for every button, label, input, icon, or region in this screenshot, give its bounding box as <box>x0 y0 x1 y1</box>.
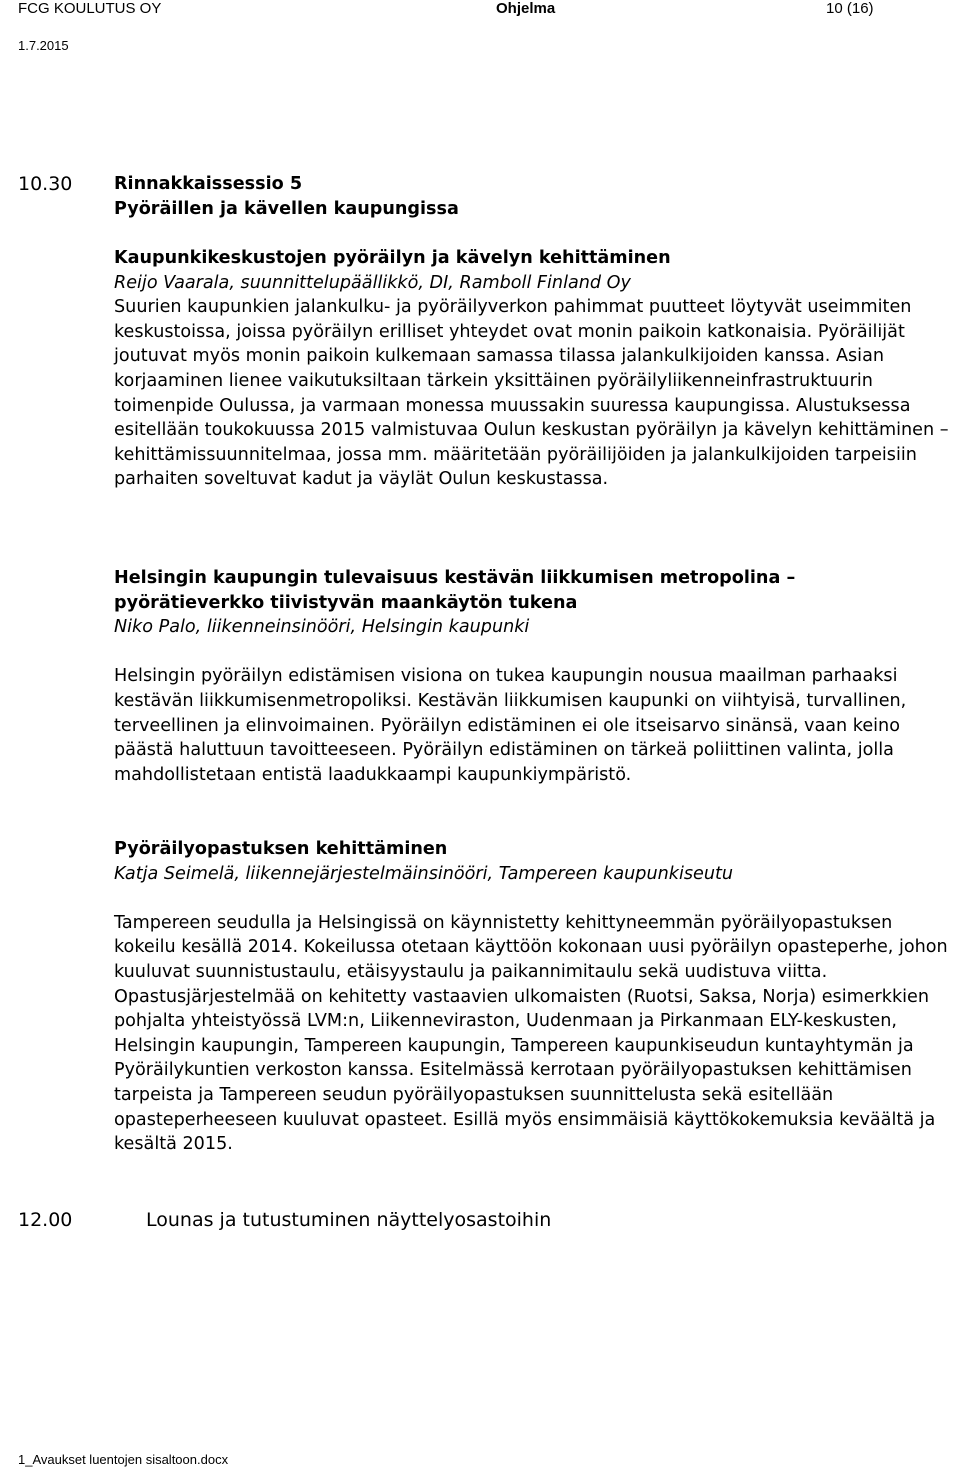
talk-speaker: Reijo Vaarala, suunnittelupäällikkö, DI, Ramboll Finland Oy <box>114 272 631 293</box>
talk-abstract: Suurien kaupunkien jalankulku- ja pyöräilyverkon pahimmat puutteet löytyvät useimmiten keskustoissa, joissa pyöräilyn erilliset yhteydet ovat monin paikoin katkonaisia. Pyöräilijät joutuvat myös monin paikoin kulkemaan samassa tilassa jalankulkijoiden kanssa. Asian korjaaminen lienee vaikutuksiltaan tärkein yksittäinen pyöräilyliikenneinfrastruktuurin toimenpide Oulussa, ja varmaan monessa muussakin suuressa kaupungissa. Alustuksessa esitellään toukokuussa 2015 valmistuvaa Oulun keskustan pyöräilyn ja kävelyn kehittäminen – kehittämissuunnitelmaa, jossa mm. määritetään pyöräilijöiden ja jalankulkijoiden tarpeisiin parhaiten soveltuvat kadut ja väylät Oulun keskustassa. <box>114 297 949 490</box>
header-organization: FCG KOULUTUS OY <box>18 0 162 17</box>
session-time: 10.30 <box>18 173 73 195</box>
lunch-title: Lounas ja tutustuminen näyttelyosastoihin <box>146 1209 552 1231</box>
talk-abstract: Tampereen seudulla ja Helsingissä on käynnistetty kehittyneemmän pyöräilyopastuksen kokeilu kesällä 2014. Kokeilussa otetaan käyttöön kokonaan uusi pyöräilyn opasteperhe, johon kuuluvat suunnistustaulu, etäisyystaulu ja paikannimitaulu sekä uudistuva viitta. Opastusjärjestelmää on kehitetty vastaavien ulkomaisten (Ruotsi, Saksa, Norja) esimerkkien pohjalta yhteistyössä LVM:n, Liikenneviraston, Uudenmaan ja Pirkanmaan ELY-keskusten, Helsingin kaupungin, Tampereen kaupungin, Tampereen kaupunkiseudun kuntayhtymän ja Pyöräilykuntien verkoston kanssa. Esitelmässä kerrotaan pyöräilyopastuksen kehittämisen tarpeista ja Tampereen seudun pyöräilyopastuksen suunnittelusta sekä esitellään opasteperheeseen kuuluvat opasteet. Esillä myös ensimmäisiä käyttökokemuksia keväältä ja kesältä 2015. <box>114 912 948 1155</box>
lunch-time: 12.00 <box>18 1209 73 1231</box>
header-page-number: 10 (16) <box>826 0 874 17</box>
talk-speaker: Katja Seimelä, liikennejärjestelmäinsinööri, Tampereen kaupunkiseutu <box>114 863 734 884</box>
session-subtitle: Pyöräillen ja kävellen kaupungissa <box>114 198 459 219</box>
header-document-title: Ohjelma <box>496 0 556 17</box>
talk-1 <box>114 246 950 492</box>
talk-2 <box>114 566 950 787</box>
talk-abstract: Helsingin pyöräilyn edistämisen visiona on tukea kaupungin nousua maailman parhaaksi kestävän liikkumisenmetropoliksi. Kestävän liikkumisen kaupunki on viihtyisä, turvallinen, terveellinen ja elinvoimainen. Pyöräilyn edistäminen ei ole itseisarvo sinänsä, vaan keino päästä haluttuun tavoitteeseen. Pyöräilyn edistäminen on tärkeä poliittinen valinta, jolla mahdollistetaan entistä laadukkaampi kaupunkiympäristö. <box>114 666 907 785</box>
talk-title: Kaupunkikeskustojen pyöräilyn ja kävelyn kehittäminen <box>114 248 671 268</box>
footer-filename: 1_Avaukset luentojen sisaltoon.docx <box>18 1452 229 1467</box>
session-block <box>114 172 950 221</box>
header-date: 1.7.2015 <box>18 38 69 53</box>
session-title: Rinnakkaissessio 5 <box>114 174 303 194</box>
talk-title: Pyöräilyopastuksen kehittäminen <box>114 839 448 859</box>
talk-title: Helsingin kaupungin tulevaisuus kestävän liikkumisen metropolina – pyörätieverkko tiivistyvän maankäytön tukena <box>114 568 796 613</box>
talk-speaker: Niko Palo, liikenneinsinööri, Helsingin kaupunki <box>114 617 530 638</box>
talk-3 <box>114 837 950 1157</box>
